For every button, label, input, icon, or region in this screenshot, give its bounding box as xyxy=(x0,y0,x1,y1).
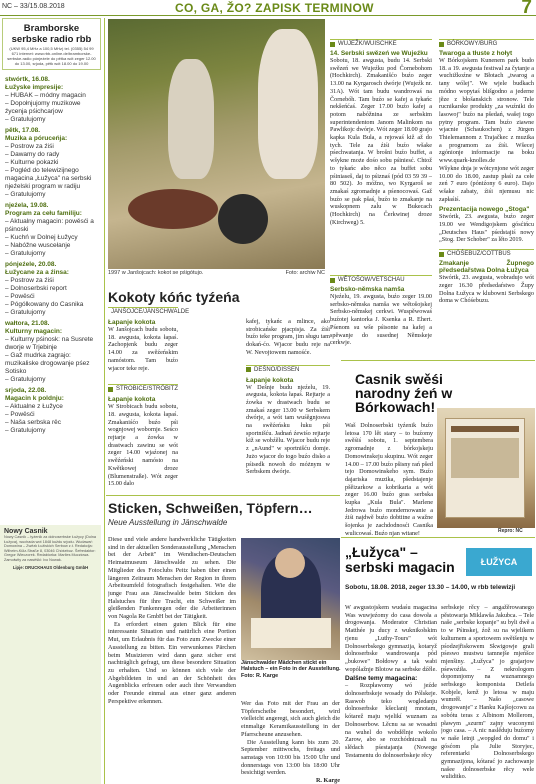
tag-square-icon xyxy=(246,367,251,372)
schedule-item: – Nabóžne wuscełanje xyxy=(5,242,71,249)
schedule-item: – Gaž mudrka zagrajo: muzikaliske drogowanje pśez Sotisko xyxy=(5,352,90,375)
schedule-day xyxy=(5,127,99,199)
section-tag: WUJEŽK/WUISCHKE xyxy=(330,39,432,47)
imprint-body: Nowy Casnik – tyźenik za dolnoserbske Łužycy (Dolna Łužyca), wuchada wot 1848 kuždu srjodu. Wudawaŕ: Domowina – Zwězk Łužiskich Serbow z.t. Redakcija: Wilhelm-Külz-Straße 8, 03046 Chóśebuz. Šefredaktor: Gregor Wieczorek. Redaktorka: Marlies Mucziowa. Zamołwity za nawěški: Ivo Nowak. xyxy=(4,535,97,562)
schedule-item: – HUBAK – módny magacin xyxy=(5,92,86,99)
article-head: Łapanje kokota xyxy=(246,376,294,384)
photo-credit: Foto: archiw NC xyxy=(285,270,325,276)
radio-title: Bramborske serbske radio rbb xyxy=(11,23,92,45)
schedule-item: – Postrow za źiśi xyxy=(5,143,54,150)
section-tag: DEŠNO/DISSEN xyxy=(246,365,330,373)
schedule-section: Łužycane za a źinsa: xyxy=(5,269,69,276)
schedule-day xyxy=(5,387,99,435)
imprint-box xyxy=(0,525,101,784)
schedule-item: – Gratulujomy xyxy=(5,116,46,123)
sticken-headline: Sticken, Schweißen, Töpfern… xyxy=(108,500,313,516)
schedule-item: – Powěsći xyxy=(5,411,35,418)
schedule-item: – Naša serbska rěc xyxy=(5,419,61,426)
kokot-photo xyxy=(108,19,325,269)
schedule-date: njeźela, 19.08. xyxy=(5,202,49,209)
schedule-item: – Gratulujomy xyxy=(5,191,46,198)
article-head: Serbsko-němska namša xyxy=(330,286,405,293)
tag-square-icon xyxy=(330,42,335,47)
schedule-item: – Aktualny magacin: powěsći a pśinoski xyxy=(5,218,94,233)
schedule-item: – Aktualne z Łužyce xyxy=(5,403,63,410)
article-body: kafej, tykańc a mlince, ako strobicańske pjacpisja. Za źiśi buźo teke program, jim sługu tam dokań-ćo. Wjacor budu reje na W. Nevojtowem namośće. xyxy=(246,318,330,356)
schedule-item: – Gratulujomy xyxy=(5,309,46,316)
burg-column xyxy=(439,39,534,305)
section-tag: WĚTOŠOW/VETSCHAU xyxy=(330,275,432,283)
schedule-section: Program za cełu familiju: xyxy=(5,210,82,217)
schedule-item: – Dolnoserbski report xyxy=(5,285,67,292)
page-number: 7 xyxy=(521,0,532,18)
schedule-item: – Gratulujomy xyxy=(5,376,46,383)
sticken-subheadline: Neue Ausstellung in Jänschwalde xyxy=(108,518,228,527)
luzyca-headline: „Łužyca" – serbski magacin xyxy=(345,544,455,575)
article-body: W Strobicach budu sobotu, 18. awgusta, kokota łapaś. Zmakaniśćo buźo pśi wognjowej wobornje. Seśco rejtarje a źowka w drastwach zawinu se wót zeger 14.00 wjaźonej na swěźeński namósto na Kwětkowej droze (Blumenstraße). Wót zeger 15.00 dalo xyxy=(108,403,178,488)
article-body: W Dešnje budu njeźelu, 19. awgusta, kokota łapaś. Rejtarje a źowka w drastwach budu se zmakaś zeger 13.00 w Serbskem dwórje, a wót tam wuśěgnjoswa na swěźeńsku łuku pśi sportnišću. Jadnań źewiśo rejtarje kiž se wobźělu. Wjacor budu reje z „nAund" w sportnišću domje. Jużo wjacor do togo buźo disko a pśisedk nowoh do móżnym w Serbskem dwórje. xyxy=(246,383,330,476)
schedule-day xyxy=(5,202,99,258)
section-divider xyxy=(106,495,340,496)
article-body: Wšykne dnja je wótcynjone wót zeger 10.00 do 18.00, zastup płaśi za cełe zeń 7 euro (póniźony 6 euro). Dajo wšake zabaty, źiśi njemusu nic zapłaśiś. xyxy=(439,164,534,203)
radio-sidebar xyxy=(0,18,103,784)
article-head: Łapanje kokota xyxy=(108,396,156,404)
issue-label: NC – 33/15.08.2018 xyxy=(2,3,65,10)
radio-box xyxy=(2,18,101,70)
caption-text: 1997 w Janšojcach: kokot se pśigótujo. xyxy=(108,270,204,276)
imprint-title: Nowy Casnik xyxy=(4,528,48,535)
section-divider xyxy=(341,360,535,361)
schedule-item: – Kuchń w Dolnej Łužycy xyxy=(5,234,78,241)
article-head: Zmakanje Župnego předsedařstwa Dolna Łužyca xyxy=(439,260,534,275)
luzyca-col-1: W awgustojskem wudaśu magacina Was wuwjeźomy do casa dowoła a drogowanja. Moderator Christian Matthée ju ducy z wuknikołskim rjenu „Luthy-Tours" wót Dolnoserbskego gymnazija, kotaryž dolnoserbske wandrowanja pód „bukowe" Bołdowy a tak wabi wopólažnje Blotow na serbske dźěle. Dalšne temy magacina: – Rozpławomy wó jeźde dolnoserbskeje wosady do Pólskeje. Raswob teko wogledanju dolnoserbske kšeclanij mnotam, kótarež maju wjelikí wuznam za Dolnoserbow. Lěcnu sa se wosadni na wuhel do wobdělnje wokolo Zarow, abo se rozchódnicuali na slědach pśestajanja (Nowege Testamentu do dolnoserbskeje rěcy xyxy=(345,604,437,759)
repro-credit: Repro: NC xyxy=(498,528,523,534)
schedule-item: – Gratulujomy xyxy=(5,427,46,434)
kokoty-col-1 xyxy=(108,307,190,488)
sticken-caption: Jänschwalder Mädchen stickt ein Halstuch – ein Foto in der Ausstellung. Foto: R. Karge xyxy=(241,660,341,679)
sticken-col-2: Wer das Foto mit der Frau an der Töpferscheibe besondert, wird vielleicht angeregt, sich auch gleich die einmalige Keramikausstellung in der Pfarrscheune anzusehen. Die Ausstellung kann bis zum 20. September mittwochs, freitags und samstags von 10:00 bis 15:00 Uhr und donnerstags von 13:00 bis 18:00 Uhr besichtigt werden. R. Karge xyxy=(241,700,340,784)
radio-schedule xyxy=(0,70,103,435)
schedule-item: – Kulturne pokazki xyxy=(5,159,59,166)
schedule-section: Magacin k poldnju: xyxy=(5,395,64,402)
tag-square-icon xyxy=(330,278,335,283)
page-header xyxy=(0,0,536,16)
section-tag: BÓRKOWY/BURG xyxy=(439,39,534,47)
schedule-day xyxy=(5,76,99,124)
kokoty-col-2 xyxy=(246,318,330,476)
section-tag: JANŠOJCE/JÄNSCHWALDE xyxy=(108,307,178,315)
schedule-item: – Dawamy do rady xyxy=(5,151,60,158)
kokot-photo-caption xyxy=(108,270,325,276)
schedule-section: Kulturny magacin: xyxy=(5,328,63,335)
schedule-date: pětk, 17.08. xyxy=(5,127,41,134)
section-tag: CHÓŚEBUZ/COTTBUS xyxy=(439,249,534,257)
schedule-date: pónjeźele, 20.08. xyxy=(5,261,57,268)
kokoty-headline: Kokoty kóńc tyźeńa xyxy=(108,289,240,305)
radio-info: (UKW 95,4 MHz a 100,5 MHz) tel. (0355) 54 99 671 internet: www.rbb-online.de/bramborske-serbske-radio pónjeźele do pětka wót zeger 12.00 do 13.00, srjoda, pětk wót 18.00 do 19.00 xyxy=(7,46,96,66)
article-head: Prezentacija nowego „Stoga" xyxy=(439,206,530,214)
page-title: CO, GA, ŽO? ZAPISK TERMINOW xyxy=(175,1,374,15)
article-body: Stwórtk, 23. awgusta, buźo zeger 19.00 we Wendigojskem gósćińcu „Deutsches Haus" pśedstajiś nowy „Stog. Der Schober" za lěto 2019. xyxy=(439,213,534,244)
luzyca-col-2: serbskeje rěcy – angažěrowanego pěstowarja Miklawša Jakubca. – Tele naše „serbske kopanje" su byli dwě a to w Pśinskej, źož su na wjelikem kulturnem a sportowem swětšenju w pśodzejřiskowem Skwigowje grali pśeswo mustwu tamnejše mjeńšce mjenšiny. „Łužyca" jo grajarjow pśewoźiła. – Z nekrologom dopomnjomy na wuznamnego serbskego komponista Detlefa Kobjele, kenž jo letosa w maju wumrěł. – Našo „casowe drogowanje" z Hanku Kajšojcowu za sobótu teras z Albinom Mollerom, pławym „szurm" zajny wuconymi jogo casa. – A nic naslěduju buźomy w naše letnji „wopgled do domu" i gósćom pla Julie Storyjec, referentarki Dolnoserbskego gymnazijona, kótarać jo zachowanje našee dolnoserbske rěcy wele wuliditko. xyxy=(441,604,534,781)
casnik-headline: Casnik swěśi narodny źeń w Bórkowach! xyxy=(355,371,453,415)
section-tag: STROBICE/STRÖBITZ xyxy=(108,384,178,392)
article-head: Łapanje kokota xyxy=(108,319,156,326)
column-divider xyxy=(104,18,105,784)
schedule-date: wałtora, 21.08. xyxy=(5,320,50,327)
luzyca-logo: ŁUŽYCA xyxy=(466,548,532,576)
luzyca-lead: Sobotu, 18.08. 2018, zeger 13.30 – 14.00, w rbb telewizji xyxy=(345,584,516,591)
schedule-item: – Gratulujomy xyxy=(5,250,46,257)
article-body: Sobotu, 18. awgusta, budu 14. Serbski swězeń we Wujeźku pod Čornebohom (Hochkirch). Zmakanišćo buźo zeger 13.00 na Kyrgarosch dwórje (Wujeźk nr. 31A). Wót tam budu wandrowaś na Čornebóh. Tam buźo se kafej a tykańc nekšeńćaś. Zeger 17.00 buźo kafej a potom nabóžnina ze serbskim superintendentom Janom Malinkom na Pawlikojc dwórje. Wót zeger 18.00 grajo kapka Kula Bula, a rejowaś kiž až do tych. Tele za źiśi buźo wšake pśechwatanja. W brošni buźo buffet, a wšykne może dośo sobu pśiniesć. Chtož to tykańc abo něco za buffet sobu pśiniaseš, daj to pśiznaś (pód 03 59 39 – 80 502). Jo móžno, wo Kyrgaroš se zmakaś zgromadnje a pśenocowaś. Gaž buźo se pak pšaś, buźo to zmakanje na wuskopnem zaĺu w Bukecach (Hochkirch) na Čerkwinej droze (Kirchweg) 5. xyxy=(330,57,432,226)
article-head: Twaroga a tłuste z hołyt xyxy=(439,50,513,57)
vetschau-article xyxy=(330,275,432,347)
schedule-item: – Pogléd do telewizijnego magacina „Łužyca" na serbski njeźelski program w radiju xyxy=(5,167,92,190)
schedule-section: Łužyske impresije: xyxy=(5,84,64,91)
article-body: Stwórtk, 23. awgusta, wobradujo wót zeger 16.30 předsedaŕstwo Župy Dolna Łužyca w klubowni Serbskego doma w Chóśebuzu. xyxy=(439,274,534,305)
tag-square-icon xyxy=(439,252,444,257)
schedule-section: Muzika a póruceńja: xyxy=(5,135,68,142)
casnik-photo xyxy=(437,408,535,528)
article-body: Njeźelu, 19. awgusta, buźo zeger 19.00 serbsko-němska namša we wětošojskej Serbsko-němskej cerkwi. Wuspěwowaś buźotej kantorka J. Ksenka a R. Ehert. Pśenom su wše pśisonte na kafej a spěwanje do susednej Němskeje cerkwje. xyxy=(330,293,432,347)
schedule-day xyxy=(5,261,99,317)
schedule-item: – Kulturny pśinosk: na Susrete dworje w Trjebinje xyxy=(5,336,94,351)
schedule-item: – Powěsći xyxy=(5,293,35,300)
tag-square-icon xyxy=(108,387,113,392)
sticken-photo xyxy=(241,538,340,660)
schedule-item: – Postrow za źiśi xyxy=(5,277,54,284)
wujezk-article xyxy=(330,39,432,226)
schedule-date: srjoda, 22.08. xyxy=(5,387,47,394)
article-body: W Bórkojskem Kunenem park budo 18. a 19. awgusta festiwal za čytanje a wuchižkoźne w Błotach „twarog a tany wólej". We wjele budkach módno wopytaś blišgodno a jederne jěze z błošanskich stronow. Tele rucnikarske produkty „za wuźniki do lasowoj" buźo na pšedań, wašej togo pytny program. Tam buźo ziawne wjacnie (Schaukochen) z Jürgen Thielemannom z Trajačkec z muzika a programom za źiśi. Wšecej zgónionje informacije na boku www.quark-knolles.de xyxy=(439,57,534,165)
schedule-item: – Pógólkowany do Casnika xyxy=(5,301,84,308)
article-body: W Janšojcach budu sobotu, 18. awgusta, kokota łapaś. Zachopjenk budu zeger 14.00 za swěźeńskim namóstom. Tam buźo wjacor teke reje. xyxy=(108,326,178,372)
imprint-closing: Lipje: DRUCKHAUS Oldenburg GmbH xyxy=(12,564,89,570)
tag-square-icon xyxy=(439,42,444,47)
schedule-date: stwórtk, 16.08. xyxy=(5,76,50,83)
casnik-body: Waš Dolnoserbski tyźenik buźo letosa 170 lět stary – to buźomy swěśiś sobotu, 1. septembera zgromadnje z bórkojskeju Domowinskeju skupinu. Wót zeger 14.00 – 17.00 buźo pšisny rań pšed tejo Domowinskeho sym. Buźo dajariska muzika, pšedstajenje pšěizarkow a kobrikaria a wót zeger 16.00 buźo gras serbska kupka „Kula Bula". Marlene Jedrowa buźo mondernowanie a źiśi najdwě buźo dobtitne a wažne šojenka je zachdodnosći Casnika wulicowaś. Buźo njan witane! xyxy=(345,422,433,537)
section-divider xyxy=(341,537,535,538)
schedule-day xyxy=(5,320,99,384)
article-head: 14. Serbski swězeń we Wujeźku xyxy=(330,50,428,57)
schedule-item: – Dopołnjujomy muzikowe źycenja pśichcarjow xyxy=(5,100,81,115)
sticken-col-1: Diese und viele andere handwerkliche Tätigkeiten sind in der aktuellen Sonderausstellung „Menschen bei der Arbeit" im Wendischen-Deutschen Heimatmuseum Jänschwalde zu sehen. Die Mitglieder des Fotoclubs Peitz haben über einen längeren Zeitraum Menschen der Region in ihrem Arbeitsumfeld fotografisch festgehalten. Wie die junge Frau aus Jänschwalde beim Sticken des Halstuches für ihre Tracht, ein Schweißer im gleißenden Funkenregen oder die Arbeiterinnen von Nagola Re GmbH bei der Tätigkeit. Es erfordert einen guten Blick für eine interessante Situation und natürlich eine Portion Mut, um Erlaubnis für das Foto zum Zwecke einer Ausstellung zu bitten. Ein verwunkenes Pärchen beim Musizieren wird dann ganz sicher erst nachträglich gefragt, um diese besondere Situation zu erhalten. Und so können sich viele der Abgebildeten in und an der Schönheit des Augenblicks erfreuen oder auch ihre Verwandten oder Freunde einmal aus einer ganz anderen Perspektive erkennen. xyxy=(108,536,236,705)
